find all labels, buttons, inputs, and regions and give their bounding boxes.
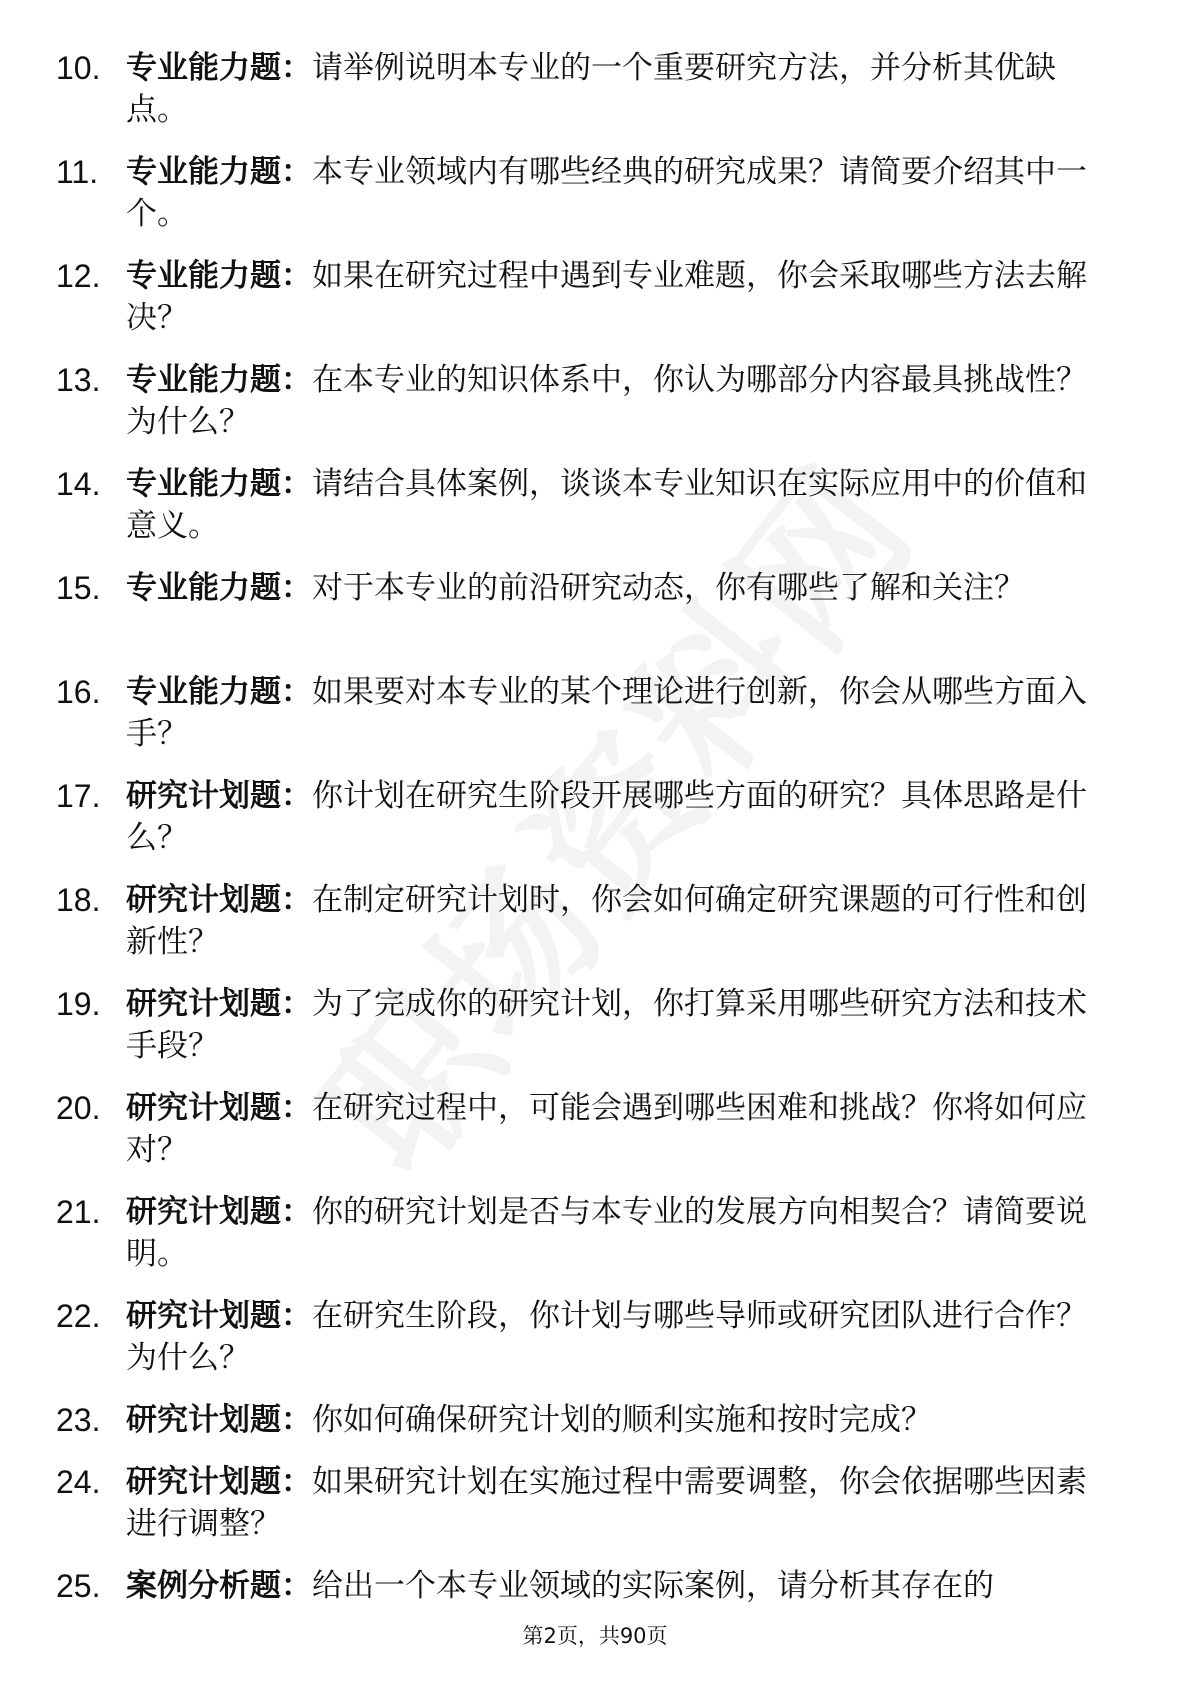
question-number: 21. bbox=[56, 1194, 101, 1230]
question-item bbox=[0, 359, 1190, 463]
question-text: 请举例说明本专业的一个重要研究方法，并分析其优缺点。 bbox=[126, 50, 1056, 128]
question-body bbox=[126, 983, 1111, 1067]
question-item bbox=[0, 1087, 1190, 1191]
question-body bbox=[126, 671, 1111, 755]
question-number: 22. bbox=[56, 1298, 101, 1334]
question-text: 给出一个本专业领域的实际案例，请分析其存在的 bbox=[312, 1568, 994, 1604]
question-item bbox=[0, 1191, 1190, 1295]
question-category: 研究计划题： bbox=[126, 1090, 312, 1126]
question-category: 专业能力题： bbox=[126, 362, 312, 398]
question-number: 10. bbox=[56, 50, 101, 86]
question-body bbox=[126, 1565, 1111, 1607]
question-category: 专业能力题： bbox=[126, 258, 312, 294]
question-number: 12. bbox=[56, 258, 101, 294]
question-number: 13. bbox=[56, 362, 101, 398]
question-text: 在本专业的知识体系中，你认为哪部分内容最具挑战性？为什么？ bbox=[126, 362, 1087, 440]
question-category: 专业能力题： bbox=[126, 674, 312, 710]
question-text: 你的研究计划是否与本专业的发展方向相契合？请简要说明。 bbox=[126, 1194, 1087, 1272]
question-text: 为了完成你的研究计划，你打算采用哪些研究方法和技术手段？ bbox=[126, 986, 1087, 1064]
question-text: 如果研究计划在实施过程中需要调整，你会依据哪些因素进行调整？ bbox=[126, 1464, 1087, 1542]
question-list bbox=[0, 47, 1190, 1627]
question-item bbox=[0, 1295, 1190, 1399]
question-text: 对于本专业的前沿研究动态，你有哪些了解和关注？ bbox=[312, 570, 1025, 606]
question-item bbox=[0, 463, 1190, 567]
question-category: 研究计划题： bbox=[126, 1194, 312, 1230]
question-text: 你如何确保研究计划的顺利实施和按时完成？ bbox=[312, 1402, 932, 1438]
question-number: 23. bbox=[56, 1402, 101, 1438]
question-number: 20. bbox=[56, 1090, 101, 1126]
question-body bbox=[126, 567, 1111, 609]
question-number: 25. bbox=[56, 1568, 101, 1604]
question-body bbox=[126, 1399, 1111, 1441]
question-category: 案例分析题： bbox=[126, 1568, 312, 1604]
question-body bbox=[126, 879, 1111, 963]
question-number: 17. bbox=[56, 778, 101, 814]
question-category: 研究计划题： bbox=[126, 1464, 312, 1500]
question-body bbox=[126, 359, 1111, 443]
question-number: 24. bbox=[56, 1464, 101, 1500]
question-item bbox=[0, 1565, 1190, 1627]
question-category: 专业能力题： bbox=[126, 154, 312, 190]
question-body bbox=[126, 1087, 1111, 1171]
question-item bbox=[0, 255, 1190, 359]
question-item bbox=[0, 1399, 1190, 1461]
question-text: 如果要对本专业的某个理论进行创新，你会从哪些方面入手？ bbox=[126, 674, 1087, 752]
question-category: 研究计划题： bbox=[126, 1402, 312, 1438]
question-text: 在制定研究计划时，你会如何确定研究课题的可行性和创新性？ bbox=[126, 882, 1087, 960]
question-body bbox=[126, 255, 1111, 339]
question-text: 在研究过程中，可能会遇到哪些困难和挑战？你将如何应对？ bbox=[126, 1090, 1087, 1168]
question-body bbox=[126, 1461, 1111, 1545]
question-item bbox=[0, 151, 1190, 255]
question-body bbox=[126, 47, 1111, 131]
question-body bbox=[126, 1191, 1111, 1275]
question-category: 专业能力题： bbox=[126, 466, 312, 502]
question-body bbox=[126, 151, 1111, 235]
question-category: 研究计划题： bbox=[126, 1298, 312, 1334]
question-item bbox=[0, 983, 1190, 1087]
question-number: 15. bbox=[56, 570, 101, 606]
question-category: 研究计划题： bbox=[126, 882, 312, 918]
question-category: 研究计划题： bbox=[126, 778, 312, 814]
question-item bbox=[0, 775, 1190, 879]
question-item bbox=[0, 879, 1190, 983]
question-body bbox=[126, 463, 1111, 547]
question-text: 如果在研究过程中遇到专业难题，你会采取哪些方法去解决？ bbox=[126, 258, 1087, 336]
question-text: 请结合具体案例，谈谈本专业知识在实际应用中的价值和意义。 bbox=[126, 466, 1087, 544]
question-number: 18. bbox=[56, 882, 101, 918]
question-category: 专业能力题： bbox=[126, 50, 312, 86]
question-number: 19. bbox=[56, 986, 101, 1022]
question-item bbox=[0, 567, 1190, 671]
question-body bbox=[126, 775, 1111, 859]
question-category: 专业能力题： bbox=[126, 570, 312, 606]
question-item bbox=[0, 1461, 1190, 1565]
question-text: 本专业领域内有哪些经典的研究成果？请简要介绍其中一个。 bbox=[126, 154, 1087, 232]
question-body bbox=[126, 1295, 1111, 1379]
page-number-label: 第2页，共90页 bbox=[522, 1624, 668, 1648]
question-item bbox=[0, 671, 1190, 775]
question-number: 14. bbox=[56, 466, 101, 502]
question-number: 11. bbox=[56, 154, 99, 190]
question-text: 在研究生阶段，你计划与哪些导师或研究团队进行合作？为什么？ bbox=[126, 1298, 1087, 1376]
question-category: 研究计划题： bbox=[126, 986, 312, 1022]
page-footer bbox=[0, 1620, 1190, 1650]
question-item bbox=[0, 47, 1190, 151]
question-number: 16. bbox=[56, 674, 101, 710]
question-text: 你计划在研究生阶段开展哪些方面的研究？具体思路是什么？ bbox=[126, 778, 1087, 856]
